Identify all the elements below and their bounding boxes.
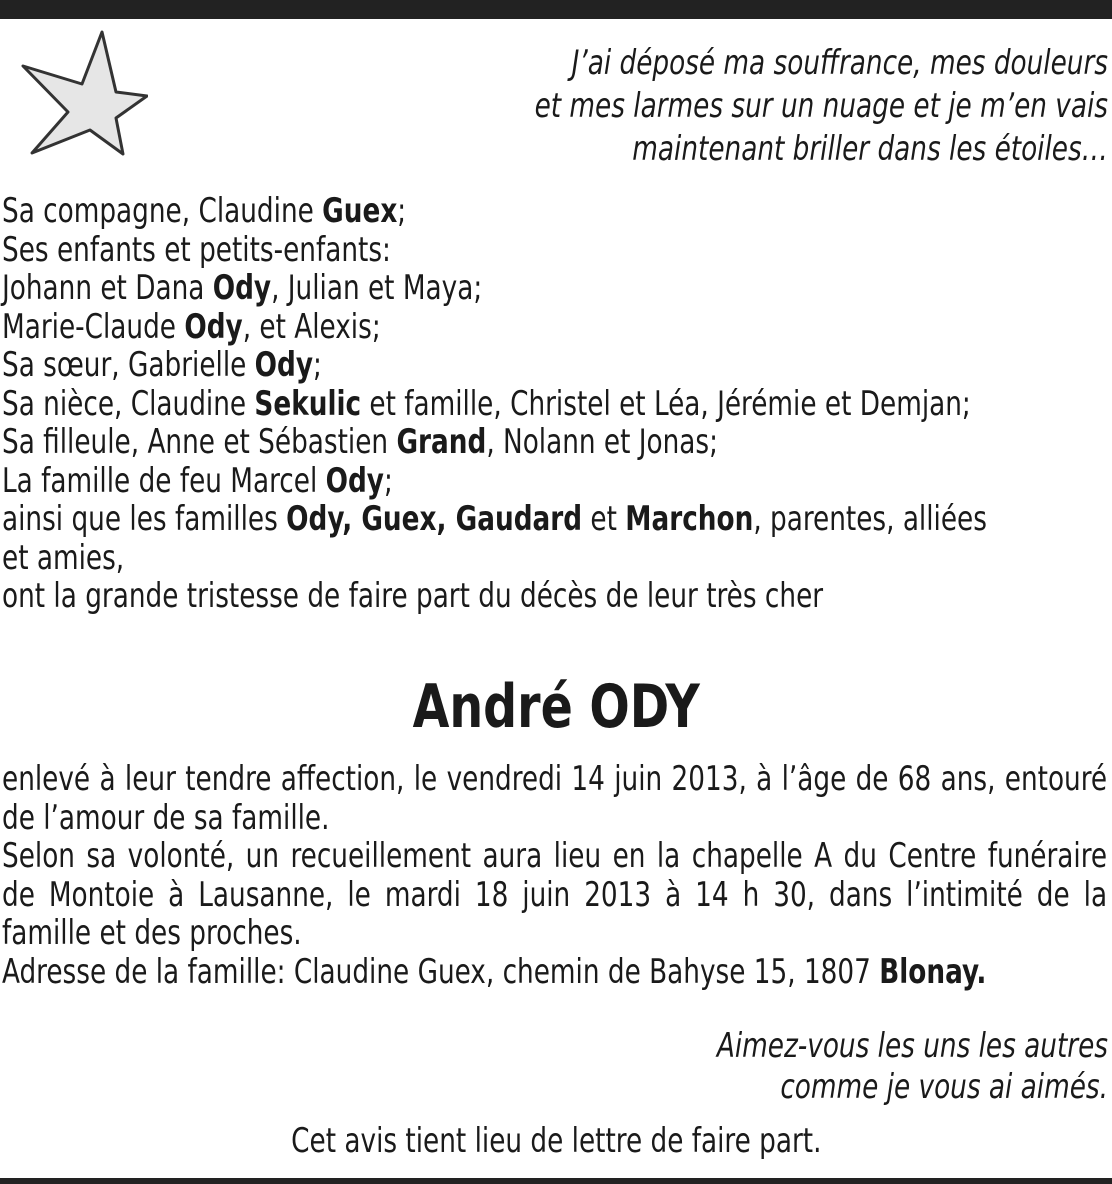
star-icon (20, 26, 148, 158)
epigraph-line-2: et mes larmes sur un nuage et je m’en vais (534, 86, 1108, 126)
families-line: ainsi que les familles Ody, Guex, Gaudard et Marchon, parentes, alliées (2, 499, 987, 539)
family-line: Sa compagne, Claudine Guex; (2, 191, 407, 231)
epigraph-line-1: J’ai déposé ma souffrance, mes douleurs (571, 43, 1108, 83)
closing-line-2: comme je vous ai aimés. (780, 1067, 1108, 1107)
family-line: Johann et Dana Ody, Julian et Maya; (2, 268, 483, 308)
footer-note: Cet avis tient lieu de lettre de faire part. (290, 1121, 822, 1161)
family-line: Sa nièce, Claudine Sekulic et famille, Christel et Léa, Jérémie et Demjan; (2, 383, 971, 424)
epigraph-line-3: maintenant briller dans les étoiles… (632, 129, 1108, 169)
family-address: Adresse de la famille: Claudine Guex, chemin de Bahyse 15, 1807 Blonay. (2, 951, 987, 992)
family-line: La famille de feu Marcel Ody; (2, 460, 393, 501)
closing-quote (506, 1026, 1108, 1108)
notice-details (2, 760, 1107, 991)
deceased-name: André ODY (412, 672, 700, 742)
family-line: Marie-Claude Ody, et Alexis; (2, 306, 381, 347)
top-rule (0, 0, 1112, 19)
families-line-continued: et amies, (2, 537, 125, 578)
epigraph (454, 42, 1108, 171)
announcement: ont la grande tristesse de faire part du décès de leur très cher (2, 576, 824, 616)
family-line: Sa filleule, Anne et Sébastien Grand, Nolann et Jonas; (2, 422, 719, 462)
family-list (2, 192, 1111, 616)
family-line: Sa sœur, Gabrielle Ody; (2, 345, 322, 385)
death-details-paragraph: enlevé à leur tendre affection, le vendredi 14 juin 2013, à l’âge de 68 ans, entouré de l’amour de sa famille. (2, 759, 1108, 838)
bottom-rule (0, 1178, 1112, 1184)
closing-line-1: Aimez-vous les uns les autres (716, 1026, 1108, 1066)
ceremony-paragraph: Selon sa volonté, un recueillement aura lieu en la chapelle A du Centre funéraire de Montoie à Lausanne, le mardi 18 juin 2013 à 14 h 30, dans l’intimité de la famille et des proches. (2, 836, 1108, 953)
family-line: Ses enfants et petits-enfants: (2, 229, 391, 270)
